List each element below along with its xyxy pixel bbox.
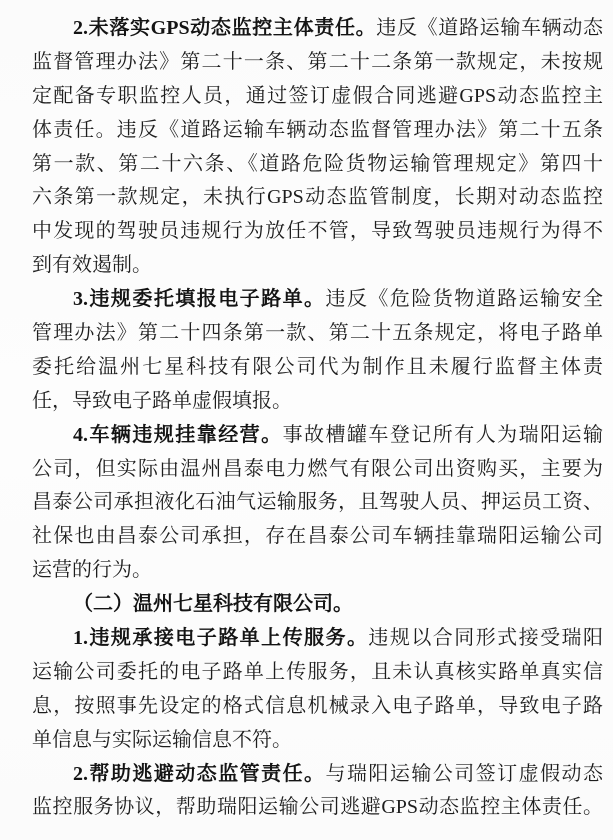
paragraph-lead-heading: 4.车辆违规挂靠经营。 [73,423,283,446]
text-line [32,724,603,758]
text-line [32,114,603,148]
text-line [32,12,603,46]
text-run: 委托给温州七星科技有限公司代为制作且未履行监督主体责 [32,355,603,378]
text-line [32,249,603,283]
text-line [32,690,603,724]
paragraph-lead-heading: 1.违规承接电子路单上传服务。 [73,627,369,650]
text-run: 监督管理办法》第二十一条、第二十二条第一款规定，未按规 [32,50,603,73]
text-line [32,317,603,351]
text-run: 息，按照事先设定的格式信息机械录入电子路单，导致电子路 [32,694,603,717]
text-line [32,758,603,792]
item-2-gps-monitoring-responsibility [32,12,603,283]
text-run: 第一款、第二十六条、《道路危险货物运输管理规定》第四十 [32,152,603,175]
text-run: 任，导致电子路单虚假填报。 [32,389,292,412]
text-run: 体责任。违反《道路运输车辆动态监督管理办法》第二十五条 [32,118,603,141]
text-line [32,148,603,182]
text-run: 违反《危险货物道路运输安全 [325,288,603,311]
document-body [32,12,603,825]
text-line [32,351,603,385]
text-line [32,554,603,588]
text-run: 事故槽罐车登记所有人为瑞阳运输 [282,423,603,446]
paragraph-lead-heading: 2.未落实GPS动态监控主体责任。 [73,17,377,39]
text-run: 管理办法》第二十四条第一款、第二十五条规定，将电子路单 [32,322,603,345]
text-line [32,791,603,825]
paragraph-lead-heading: 3.违规委托填报电子路单。 [73,288,326,311]
text-run: 运营的行为。 [32,559,152,582]
paragraph-lead-heading: （二）温州七星科技有限公司。 [73,593,353,616]
text-run: 社保也由昌泰公司承担，存在昌泰公司车辆挂靠瑞阳运输公司 [32,525,603,548]
text-line [32,215,603,249]
text-line [32,181,603,215]
text-line [32,588,603,622]
text-run: 违规以合同形式接受瑞阳 [368,627,603,650]
item-1-waybill-upload-service [32,622,603,758]
text-run: 昌泰公司承担液化石油气运输服务，且驾驶人员、押运员工资、 [32,491,603,514]
section-heading-wenzhou-qixing [32,588,603,622]
text-run: 违反《道路运输车辆动态 [376,17,603,39]
text-run: 监控服务协议，帮助瑞阳运输公司逃避GPS动态监控主体责任。 [32,796,603,819]
text-line [32,283,603,317]
paragraph-lead-heading: 2.帮助逃避动态监管责任。 [73,762,326,785]
text-line [32,385,603,419]
item-3-electronic-waybill-delegation [32,283,603,419]
text-run: 运输公司委托的电子路单上传服务，且未认真核实路单真实信 [32,660,603,683]
text-line [32,520,603,554]
item-2-help-evade-dynamic-supervision [32,758,603,826]
text-line [32,622,603,656]
text-line [32,486,603,520]
text-line [32,656,603,690]
item-4-vehicle-affiliation-operation [32,419,603,588]
text-line [32,80,603,114]
text-run: 到有效遏制。 [32,254,152,277]
text-run: 公司，但实际由温州昌泰电力燃气有限公司出资购买，主要为 [32,457,603,480]
text-run: 与瑞阳运输公司签订虚假动态 [325,762,603,785]
text-run: 单信息与实际运输信息不符。 [32,728,292,751]
text-run: 六条第一款规定，未执行GPS动态监管制度，长期对动态监控 [32,186,603,209]
text-line [32,453,603,487]
text-run: 中发现的驾驶员违规行为放任不管，导致驾驶员违规行为得不 [32,220,603,243]
text-run: 定配备专职监控人员，通过签订虚假合同逃避GPS动态监控主 [32,84,603,107]
text-line [32,46,603,80]
text-line [32,419,603,453]
